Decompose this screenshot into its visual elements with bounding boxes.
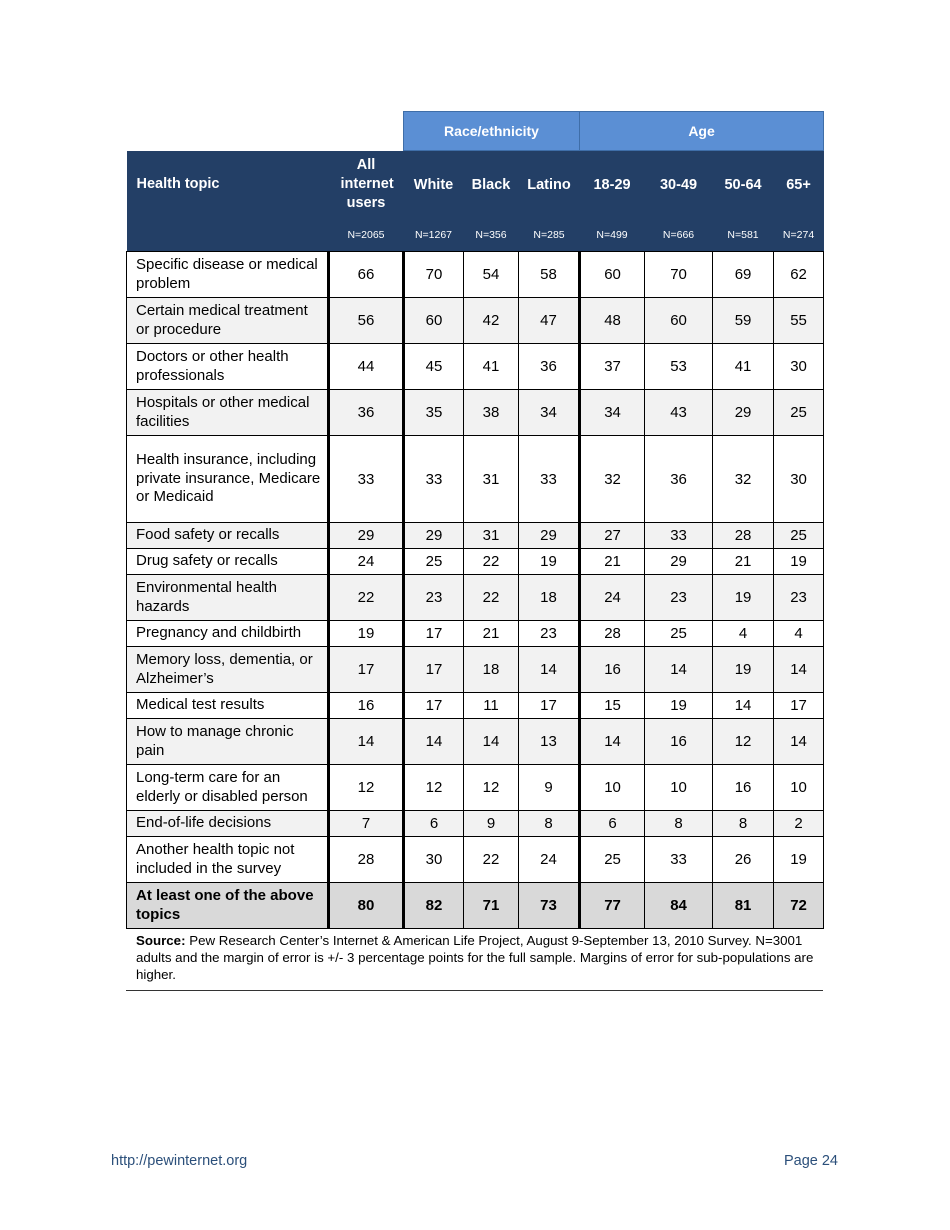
row-topic: Certain medical treatment or procedure	[127, 298, 329, 344]
cell-value: 24	[580, 575, 645, 621]
column-header-1: All internet users	[329, 151, 404, 220]
table-row	[127, 298, 824, 344]
group-age: Age	[580, 112, 824, 151]
cell-value: 25	[774, 523, 824, 549]
cell-value: 30	[774, 344, 824, 390]
cell-value: 84	[645, 883, 713, 929]
cell-value: 42	[464, 298, 519, 344]
cell-value: 8	[713, 811, 774, 837]
cell-value: 16	[580, 647, 645, 693]
sample-size-1: N=2065	[329, 219, 404, 252]
cell-value: 31	[464, 523, 519, 549]
column-header-3: Black	[464, 151, 519, 220]
source-text: Pew Research Center’s Internet & American Life Project, August 9-September 13, 2010 Survey. N=3001 adults and the margin of error is +/- 3 percentage points for the full sample. Margins of error for sub-populations are higher.	[136, 933, 814, 982]
cell-value: 24	[329, 549, 404, 575]
cell-value: 33	[519, 436, 580, 523]
column-header-health-topic: Health topic	[127, 151, 329, 220]
cell-value: 16	[645, 719, 713, 765]
cell-value: 36	[329, 390, 404, 436]
cell-value: 6	[404, 811, 464, 837]
cell-value: 23	[519, 621, 580, 647]
cell-value: 27	[580, 523, 645, 549]
sample-size-6: N=666	[645, 219, 713, 252]
cell-value: 29	[519, 523, 580, 549]
cell-value: 72	[774, 883, 824, 929]
cell-value: 12	[713, 719, 774, 765]
cell-value: 17	[404, 621, 464, 647]
table-row	[127, 252, 824, 298]
table-row	[127, 811, 824, 837]
cell-value: 38	[464, 390, 519, 436]
cell-value: 29	[329, 523, 404, 549]
table-row	[127, 390, 824, 436]
cell-value: 19	[645, 693, 713, 719]
column-header-4: Latino	[519, 151, 580, 220]
cell-value: 11	[464, 693, 519, 719]
cell-value: 82	[404, 883, 464, 929]
cell-value: 19	[774, 837, 824, 883]
cell-value: 37	[580, 344, 645, 390]
cell-value: 12	[329, 765, 404, 811]
cell-value: 17	[519, 693, 580, 719]
cell-value: 17	[329, 647, 404, 693]
table-row	[127, 575, 824, 621]
row-topic: Memory loss, dementia, or Alzheimer’s	[127, 647, 329, 693]
health-topics-table	[126, 111, 824, 929]
cell-value: 14	[580, 719, 645, 765]
cell-value: 8	[519, 811, 580, 837]
cell-value: 16	[713, 765, 774, 811]
cell-value: 21	[464, 621, 519, 647]
cell-value: 56	[329, 298, 404, 344]
cell-value: 12	[404, 765, 464, 811]
group-header-row	[127, 112, 824, 151]
cell-value: 30	[404, 837, 464, 883]
cell-value: 31	[464, 436, 519, 523]
cell-value: 21	[580, 549, 645, 575]
cell-value: 81	[713, 883, 774, 929]
table-row	[127, 719, 824, 765]
cell-value: 33	[645, 523, 713, 549]
cell-value: 41	[713, 344, 774, 390]
sample-size-2: N=1267	[404, 219, 464, 252]
column-header-row	[127, 151, 824, 220]
row-topic: Doctors or other health professionals	[127, 344, 329, 390]
column-header-6: 30-49	[645, 151, 713, 220]
row-topic: Environmental health hazards	[127, 575, 329, 621]
sample-size-8: N=274	[774, 219, 824, 252]
cell-value: 69	[713, 252, 774, 298]
cell-value: 23	[774, 575, 824, 621]
cell-value: 2	[774, 811, 824, 837]
cell-value: 47	[519, 298, 580, 344]
cell-value: 14	[774, 719, 824, 765]
sample-size-7: N=581	[713, 219, 774, 252]
cell-value: 9	[464, 811, 519, 837]
cell-value: 26	[713, 837, 774, 883]
cell-value: 34	[519, 390, 580, 436]
row-topic: Medical test results	[127, 693, 329, 719]
table-row	[127, 523, 824, 549]
row-topic: Specific disease or medical problem	[127, 252, 329, 298]
cell-value: 17	[404, 647, 464, 693]
cell-value: 8	[645, 811, 713, 837]
column-header-2: White	[404, 151, 464, 220]
sample-size-5: N=499	[580, 219, 645, 252]
cell-value: 15	[580, 693, 645, 719]
cell-value: 14	[404, 719, 464, 765]
cell-value: 48	[580, 298, 645, 344]
cell-value: 18	[464, 647, 519, 693]
cell-value: 44	[329, 344, 404, 390]
source-note	[136, 932, 816, 983]
cell-value: 28	[580, 621, 645, 647]
row-topic: Drug safety or recalls	[127, 549, 329, 575]
cell-value: 62	[774, 252, 824, 298]
cell-value: 14	[519, 647, 580, 693]
column-header-7: 50-64	[713, 151, 774, 220]
cell-value: 60	[404, 298, 464, 344]
cell-value: 60	[645, 298, 713, 344]
row-topic: Health insurance, including private insurance, Medicare or Medicaid	[127, 436, 329, 523]
cell-value: 66	[329, 252, 404, 298]
table-row	[127, 344, 824, 390]
cell-value: 32	[580, 436, 645, 523]
table-row	[127, 693, 824, 719]
cell-value: 19	[329, 621, 404, 647]
cell-value: 60	[580, 252, 645, 298]
cell-value: 43	[645, 390, 713, 436]
cell-value: 14	[645, 647, 713, 693]
cell-value: 12	[464, 765, 519, 811]
table-row	[127, 436, 824, 523]
cell-value: 6	[580, 811, 645, 837]
cell-value: 22	[464, 549, 519, 575]
group-header-blank	[127, 112, 404, 151]
cell-value: 53	[645, 344, 713, 390]
cell-value: 30	[774, 436, 824, 523]
cell-value: 14	[713, 693, 774, 719]
source-label: Source:	[136, 933, 186, 948]
cell-value: 4	[774, 621, 824, 647]
cell-value: 28	[329, 837, 404, 883]
column-header-5: 18-29	[580, 151, 645, 220]
row-topic: At least one of the above topics	[127, 883, 329, 929]
row-topic: Long-term care for an elderly or disabled person	[127, 765, 329, 811]
cell-value: 24	[519, 837, 580, 883]
cell-value: 29	[645, 549, 713, 575]
cell-value: 18	[519, 575, 580, 621]
cell-value: 32	[713, 436, 774, 523]
table-row	[127, 647, 824, 693]
cell-value: 58	[519, 252, 580, 298]
cell-value: 25	[774, 390, 824, 436]
row-topic: Hospitals or other medical facilities	[127, 390, 329, 436]
cell-value: 28	[713, 523, 774, 549]
cell-value: 19	[774, 549, 824, 575]
table-row	[127, 837, 824, 883]
cell-value: 80	[329, 883, 404, 929]
sample-size-3: N=356	[464, 219, 519, 252]
cell-value: 22	[464, 575, 519, 621]
cell-value: 21	[713, 549, 774, 575]
table-row	[127, 621, 824, 647]
cell-value: 10	[774, 765, 824, 811]
cell-value: 17	[404, 693, 464, 719]
cell-value: 70	[645, 252, 713, 298]
cell-value: 25	[580, 837, 645, 883]
cell-value: 29	[713, 390, 774, 436]
cell-value: 73	[519, 883, 580, 929]
cell-value: 36	[645, 436, 713, 523]
cell-value: 14	[464, 719, 519, 765]
row-topic: End-of-life decisions	[127, 811, 329, 837]
cell-value: 45	[404, 344, 464, 390]
table-body	[127, 252, 824, 929]
cell-value: 10	[580, 765, 645, 811]
cell-value: 29	[404, 523, 464, 549]
cell-value: 13	[519, 719, 580, 765]
cell-value: 10	[645, 765, 713, 811]
cell-value: 34	[580, 390, 645, 436]
cell-value: 4	[713, 621, 774, 647]
sample-size-0	[127, 219, 329, 252]
row-topic: Food safety or recalls	[127, 523, 329, 549]
table-row	[127, 549, 824, 575]
cell-value: 17	[774, 693, 824, 719]
cell-value: 33	[329, 436, 404, 523]
cell-value: 22	[464, 837, 519, 883]
cell-value: 19	[519, 549, 580, 575]
cell-value: 7	[329, 811, 404, 837]
cell-value: 16	[329, 693, 404, 719]
row-topic: How to manage chronic pain	[127, 719, 329, 765]
cell-value: 25	[404, 549, 464, 575]
cell-value: 59	[713, 298, 774, 344]
cell-value: 23	[404, 575, 464, 621]
column-header-8: 65+	[774, 151, 824, 220]
cell-value: 19	[713, 647, 774, 693]
source-divider	[126, 990, 823, 991]
cell-value: 55	[774, 298, 824, 344]
table-row	[127, 765, 824, 811]
cell-value: 36	[519, 344, 580, 390]
cell-value: 14	[774, 647, 824, 693]
row-topic: Another health topic not included in the survey	[127, 837, 329, 883]
row-topic: Pregnancy and childbirth	[127, 621, 329, 647]
sample-size-row	[127, 219, 824, 252]
cell-value: 35	[404, 390, 464, 436]
cell-value: 19	[713, 575, 774, 621]
cell-value: 71	[464, 883, 519, 929]
cell-value: 9	[519, 765, 580, 811]
cell-value: 77	[580, 883, 645, 929]
cell-value: 23	[645, 575, 713, 621]
sample-size-4: N=285	[519, 219, 580, 252]
group-race-ethnicity: Race/ethnicity	[404, 112, 580, 151]
footer-page-number: Page 24	[783, 1153, 838, 1169]
cell-value: 33	[404, 436, 464, 523]
cell-value: 22	[329, 575, 404, 621]
footer-url-link[interactable]: http://pewinternet.org	[111, 1153, 248, 1169]
cell-value: 41	[464, 344, 519, 390]
cell-value: 33	[645, 837, 713, 883]
cell-value: 14	[329, 719, 404, 765]
cell-value: 25	[645, 621, 713, 647]
table-row-total	[127, 883, 824, 929]
cell-value: 70	[404, 252, 464, 298]
cell-value: 54	[464, 252, 519, 298]
